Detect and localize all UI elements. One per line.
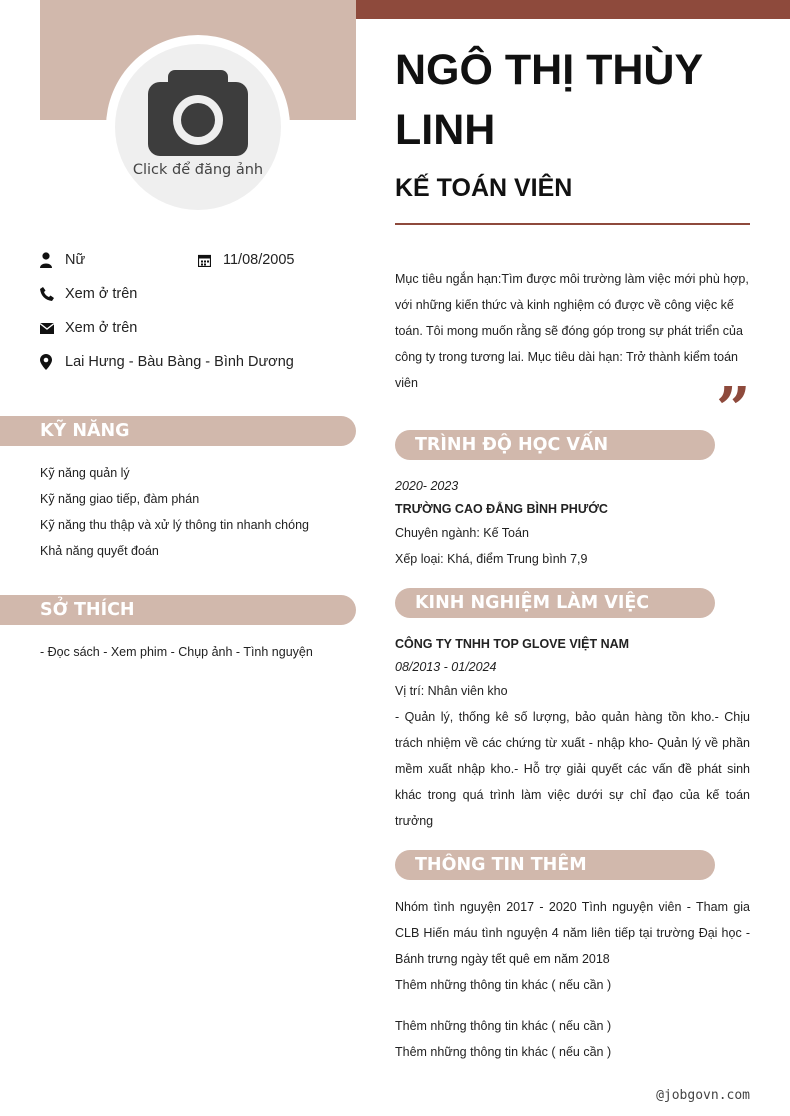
education-title: TRÌNH ĐỘ HỌC VẤN [415, 435, 609, 455]
experience-header [395, 588, 715, 618]
birthday-value: 11/08/2005 [223, 252, 295, 268]
person-icon [40, 252, 65, 268]
calendar-icon [198, 254, 223, 267]
experience-period: 08/2013 - 01/2024 [395, 660, 497, 674]
additional-info-line: Thêm những thông tin khác ( nếu cần ) [395, 978, 612, 992]
additional-info-header [395, 850, 715, 880]
location-pin-icon [40, 354, 65, 370]
skills-header [0, 416, 356, 446]
education-header [395, 430, 715, 460]
hobbies-text: - Đọc sách - Xem phim - Chụp ảnh - Tình nguyện [40, 645, 313, 659]
email-value: Xem ở trên [65, 320, 138, 336]
skill-item: Khả năng quyết đoán [40, 544, 159, 558]
education-grade: Xếp loại: Khá, điểm Trung bình 7,9 [395, 552, 588, 566]
skill-item: Kỹ năng quản lý [40, 466, 130, 480]
gender-row [40, 252, 85, 268]
top-accent-bar [356, 0, 790, 19]
address-row [40, 354, 294, 370]
phone-row [40, 286, 137, 302]
additional-info-text [395, 894, 750, 1065]
additional-info-line: Thêm những thông tin khác ( nếu cần ) [395, 1019, 612, 1033]
career-objective: Mục tiêu ngắn hạn:Tìm được môi trường làm việc mới phù hợp, với những kiến thức và kinh nghiệm có được về công việc kế toán. Tôi mong muốn rằng sẽ đóng góp trong sự phát triển của công ty trong tương lai. Mục tiêu dài hạn: Trở thành kiểm toán viên [395, 272, 749, 390]
company-name: CÔNG TY TNHH TOP GLOVE VIỆT NAM [395, 637, 630, 651]
job-title: KẾ TOÁN VIÊN [395, 174, 573, 202]
experience-position: Vị trí: Nhân viên kho [395, 684, 508, 698]
school-name: TRƯỜNG CAO ĐẲNG BÌNH PHƯỚC [395, 502, 608, 516]
phone-value: Xem ở trên [65, 286, 138, 302]
title-divider [395, 223, 750, 225]
experience-description: - Quản lý, thống kê số lượng, bảo quản hàng tồn kho.- Chịu trách nhiệm về các chứng từ xuất - nhập kho- Quản lý về phần mềm xuất nhập kho.- Hỗ trợ giải quyết các vấn đề phát sinh khác trong quá trình làm việc dưới sự chỉ đạo của kế toán trưởng [395, 710, 750, 828]
additional-info-paragraph: Nhóm tình nguyện 2017 - 2020 Tình nguyện viên - Tham gia CLB Hiến máu tình nguyện 4 năm liên tiếp tại trường Đại học - Bánh trưng ngày tết quê em năm 2018 [395, 900, 750, 966]
additional-info-title: THÔNG TIN THÊM [415, 855, 587, 875]
phone-icon [40, 287, 65, 301]
birthday-row [198, 252, 295, 268]
skill-item: Kỹ năng giao tiếp, đàm phán [40, 492, 200, 506]
candidate-name: NGÔ THỊ THÙY LINH [395, 46, 703, 154]
address-value: Lai Hưng - Bàu Bàng - Bình Dương [65, 354, 294, 370]
experience-title: KINH NGHIỆM LÀM VIỆC [415, 593, 650, 613]
camera-icon[interactable] [148, 70, 248, 156]
skill-item: Kỹ năng thu thập và xử lý thông tin nhanh chóng [40, 518, 309, 532]
gender-value: Nữ [65, 252, 86, 268]
email-icon [40, 323, 65, 334]
email-row [40, 320, 137, 336]
skills-title: KỸ NĂNG [40, 421, 130, 441]
upload-photo-label[interactable]: Click để đăng ảnh [132, 162, 264, 178]
watermark: @jobgovn.com [656, 1088, 750, 1103]
additional-info-line: Thêm những thông tin khác ( nếu cần ) [395, 1045, 612, 1059]
hobbies-title: SỞ THÍCH [40, 600, 135, 620]
quote-icon: ” [716, 375, 751, 445]
education-major: Chuyên ngành: Kế Toán [395, 526, 529, 540]
hobbies-header [0, 595, 356, 625]
education-period: 2020- 2023 [395, 479, 459, 493]
